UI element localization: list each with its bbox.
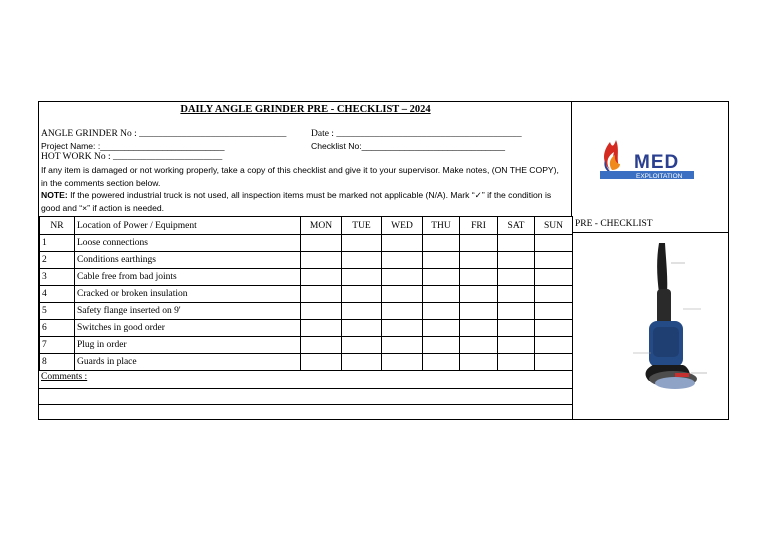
check-cell-tue[interactable] [342, 354, 382, 371]
check-cell-wed[interactable] [382, 337, 423, 354]
check-cell-fri[interactable] [460, 286, 498, 303]
check-cell-sat[interactable] [498, 235, 535, 252]
check-cell-sat[interactable] [498, 286, 535, 303]
table-row [40, 354, 573, 371]
angle-grinder-no-field[interactable]: ANGLE GRINDER No : _______________________________ [41, 129, 287, 139]
row-number: 1 [40, 235, 75, 252]
check-cell-wed[interactable] [382, 269, 423, 286]
row-item: Cracked or broken insulation [75, 286, 301, 303]
check-cell-thu[interactable] [423, 269, 460, 286]
check-cell-sat[interactable] [498, 337, 535, 354]
check-cell-thu[interactable] [423, 354, 460, 371]
table-row [40, 269, 573, 286]
check-cell-wed[interactable] [382, 354, 423, 371]
table-row [40, 320, 573, 337]
table-row [40, 286, 573, 303]
check-cell-tue[interactable] [342, 337, 382, 354]
check-cell-sat[interactable] [498, 354, 535, 371]
svg-text:EXPLOITATION: EXPLOITATION [636, 173, 683, 180]
check-cell-wed[interactable] [382, 286, 423, 303]
check-cell-wed[interactable] [382, 320, 423, 337]
row-item: Cable free from bad joints [75, 269, 301, 286]
row-number: 4 [40, 286, 75, 303]
form-header [39, 102, 572, 216]
check-cell-fri[interactable] [460, 303, 498, 320]
check-cell-mon[interactable] [301, 320, 342, 337]
check-cell-thu[interactable] [423, 303, 460, 320]
side-panel [572, 216, 728, 420]
check-cell-sat[interactable] [498, 320, 535, 337]
table-row [40, 235, 573, 252]
checklist-form [38, 101, 729, 420]
header-fri: FRI [460, 217, 498, 235]
check-cell-thu[interactable] [423, 252, 460, 269]
row-number: 8 [40, 354, 75, 371]
header-tue: TUE [342, 217, 382, 235]
row-item: Guards in place [75, 354, 301, 371]
comments-line[interactable] [39, 388, 572, 404]
note-text [41, 189, 566, 214]
checklist-no-field[interactable]: Checklist No:______________________________ [311, 141, 506, 151]
date-field[interactable]: Date : _______________________________________ [311, 129, 522, 139]
table-row [40, 337, 573, 354]
check-cell-fri[interactable] [460, 269, 498, 286]
check-cell-fri[interactable] [460, 235, 498, 252]
check-cell-fri[interactable] [460, 337, 498, 354]
check-cell-tue[interactable] [342, 269, 382, 286]
comments-section [39, 372, 572, 420]
row-number: 5 [40, 303, 75, 320]
check-cell-tue[interactable] [342, 320, 382, 337]
check-cell-sun[interactable] [535, 337, 573, 354]
check-cell-fri[interactable] [460, 252, 498, 269]
row-number: 3 [40, 269, 75, 286]
check-cell-mon[interactable] [301, 337, 342, 354]
check-cell-wed[interactable] [382, 235, 423, 252]
row-number: 6 [40, 320, 75, 337]
header-wed: WED [382, 217, 423, 235]
check-cell-mon[interactable] [301, 286, 342, 303]
check-cell-sat[interactable] [498, 269, 535, 286]
comments-label-row [39, 372, 572, 388]
row-item: Plug in order [75, 337, 301, 354]
check-cell-tue[interactable] [342, 235, 382, 252]
check-cell-sun[interactable] [535, 252, 573, 269]
instruction-text: If any item is damaged or not working properly, take a copy of this checklist and give it to your supervisor. Make notes, (ON THE COPY), in the comments section below. [41, 165, 559, 188]
company-logo [572, 102, 728, 216]
check-cell-sun[interactable] [535, 320, 573, 337]
row-item: Safety flange inserted on 9' [75, 303, 301, 320]
header-mon: MON [301, 217, 342, 235]
med-logo-icon [572, 102, 728, 216]
check-cell-sun[interactable] [535, 303, 573, 320]
row-item: Loose connections [75, 235, 301, 252]
row-item: Switches in good order [75, 320, 301, 337]
form-title: DAILY ANGLE GRINDER PRE - CHECKLIST – 2024 [180, 104, 431, 115]
check-cell-mon[interactable] [301, 354, 342, 371]
check-cell-thu[interactable] [423, 337, 460, 354]
check-cell-sat[interactable] [498, 303, 535, 320]
note-body: If the powered industrial truck is not used, all inspection items must be marked not applicable (N/A). Mark “✓” if the condition is good and “×” if action is needed. [41, 190, 552, 213]
table-row [40, 303, 573, 320]
check-cell-mon[interactable] [301, 303, 342, 320]
check-cell-thu[interactable] [423, 286, 460, 303]
check-cell-sun[interactable] [535, 269, 573, 286]
project-name-field[interactable]: Project Name: :__________________________ [41, 141, 225, 151]
table-header-row [40, 217, 573, 235]
header-thu: THU [423, 217, 460, 235]
row-number: 2 [40, 252, 75, 269]
check-cell-fri[interactable] [460, 354, 498, 371]
check-cell-sun[interactable] [535, 235, 573, 252]
check-cell-tue[interactable] [342, 303, 382, 320]
check-cell-mon[interactable] [301, 269, 342, 286]
check-cell-wed[interactable] [382, 252, 423, 269]
check-cell-mon[interactable] [301, 252, 342, 269]
check-cell-thu[interactable] [423, 320, 460, 337]
check-cell-fri[interactable] [460, 320, 498, 337]
row-item: Conditions earthings [75, 252, 301, 269]
header-nr: NR [40, 217, 75, 235]
inspection-table [39, 216, 573, 371]
svg-text:MED: MED [634, 152, 680, 173]
angle-grinder-icon [573, 233, 728, 419]
pre-checklist-label: PRE - CHECKLIST [573, 216, 728, 233]
header-location: Location of Power / Equipment [75, 217, 301, 235]
check-cell-tue[interactable] [342, 286, 382, 303]
hot-work-no-field[interactable]: HOT WORK No : _______________________ [41, 152, 223, 162]
table-row [40, 252, 573, 269]
check-cell-sat[interactable] [498, 252, 535, 269]
check-cell-tue[interactable] [342, 252, 382, 269]
check-cell-sun[interactable] [535, 286, 573, 303]
header-sat: SAT [498, 217, 535, 235]
check-cell-wed[interactable] [382, 303, 423, 320]
comments-label: Comments : [41, 372, 88, 382]
check-cell-mon[interactable] [301, 235, 342, 252]
comments-line[interactable] [39, 404, 572, 420]
row-number: 7 [40, 337, 75, 354]
header-sun: SUN [535, 217, 573, 235]
note-label: NOTE: [41, 190, 68, 200]
check-cell-sun[interactable] [535, 354, 573, 371]
check-cell-thu[interactable] [423, 235, 460, 252]
